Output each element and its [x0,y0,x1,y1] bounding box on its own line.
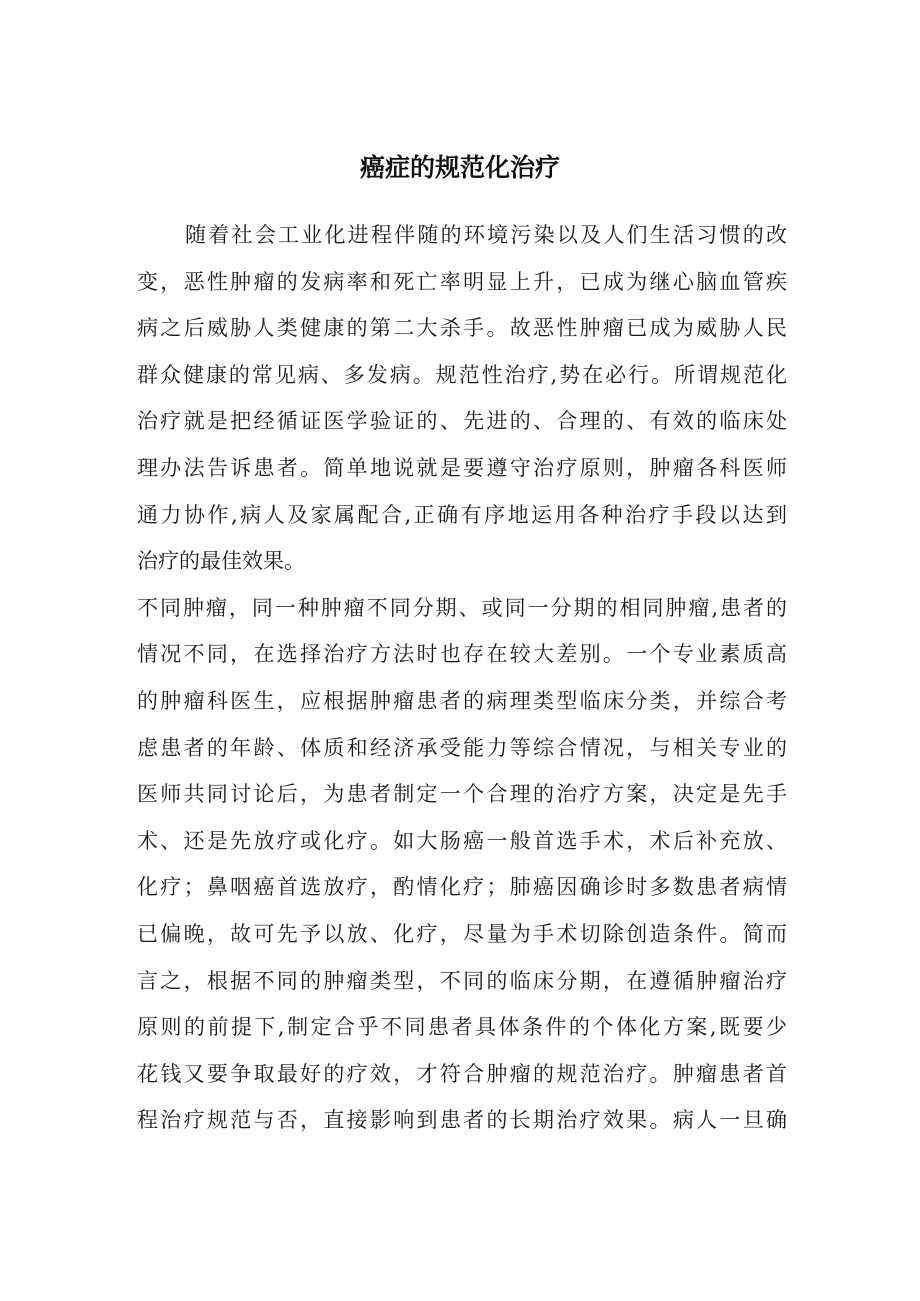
text-line: 已偏晚，故可先予以放、化疗，尽量为手术切除创造条件。简而 [137,921,787,946]
text-line: 随着社会工业化进程伴随的环境污染以及人们生活习惯的改 [185,223,787,247]
text-line: 花钱又要争取最好的疗效，才符合肿瘤的规范治疗。肿瘤患者首 [137,1061,787,1086]
text-line: 通力协作,病人及家属配合,正确有序地运用各种治疗手段以达到 [137,502,787,527]
text-line: 化疗；鼻咽癌首选放疗，酌情化疗；肺癌因确诊时多数患者病情 [137,875,787,900]
text-line: 医师共同讨论后，为患者制定一个合理的治疗方案，决定是先手 [137,782,787,807]
text-line: 的肿瘤科医生，应根据肿瘤患者的病理类型临床分类，并综合考 [137,688,787,713]
paragraph-2 [137,585,787,1144]
text-line: 不同肿瘤，同一种肿瘤不同分期、或同一分期的相同肿瘤,患者的 [137,595,787,620]
text-line: 病之后威胁人类健康的第二大杀手。故恶性肿瘤已成为威胁人民 [137,316,787,341]
text-line: 情况不同，在选择治疗方法时也存在较大差别。一个专业素质高 [137,642,787,667]
text-line: 程治疗规范与否，直接影响到患者的长期治疗效果。病人一旦确 [137,1108,787,1133]
text-line: 言之，根据不同的肿瘤类型，不同的临床分期，在遵循肿瘤治疗 [137,968,787,993]
text-line: 术、还是先放疗或化疗。如大肠癌一般首选手术，术后补充放、 [137,828,787,853]
text-line: 虑患者的年龄、体质和经济承受能力等综合情况，与相关专业的 [137,735,787,760]
text-line: 治疗就是把经循证医学验证的、先进的、合理的、有效的临床处 [137,409,787,434]
document-body [137,212,787,1144]
text-line: 变，恶性肿瘤的发病率和死亡率明显上升，已成为继心脑血管疾 [137,269,787,294]
document-title: 癌症的规范化治疗 [359,153,560,182]
paragraph-1 [137,212,787,585]
text-line: 治疗的最佳效果。 [137,549,305,574]
text-line: 理办法告诉患者。简单地说就是要遵守治疗原则，肿瘤各科医师 [137,455,787,480]
text-line: 群众健康的常见病、多发病。规范性治疗,势在必行。所谓规范化 [137,362,787,387]
text-line: 原则的前提下,制定合乎不同患者具体条件的个体化方案,既要少 [137,1015,787,1040]
